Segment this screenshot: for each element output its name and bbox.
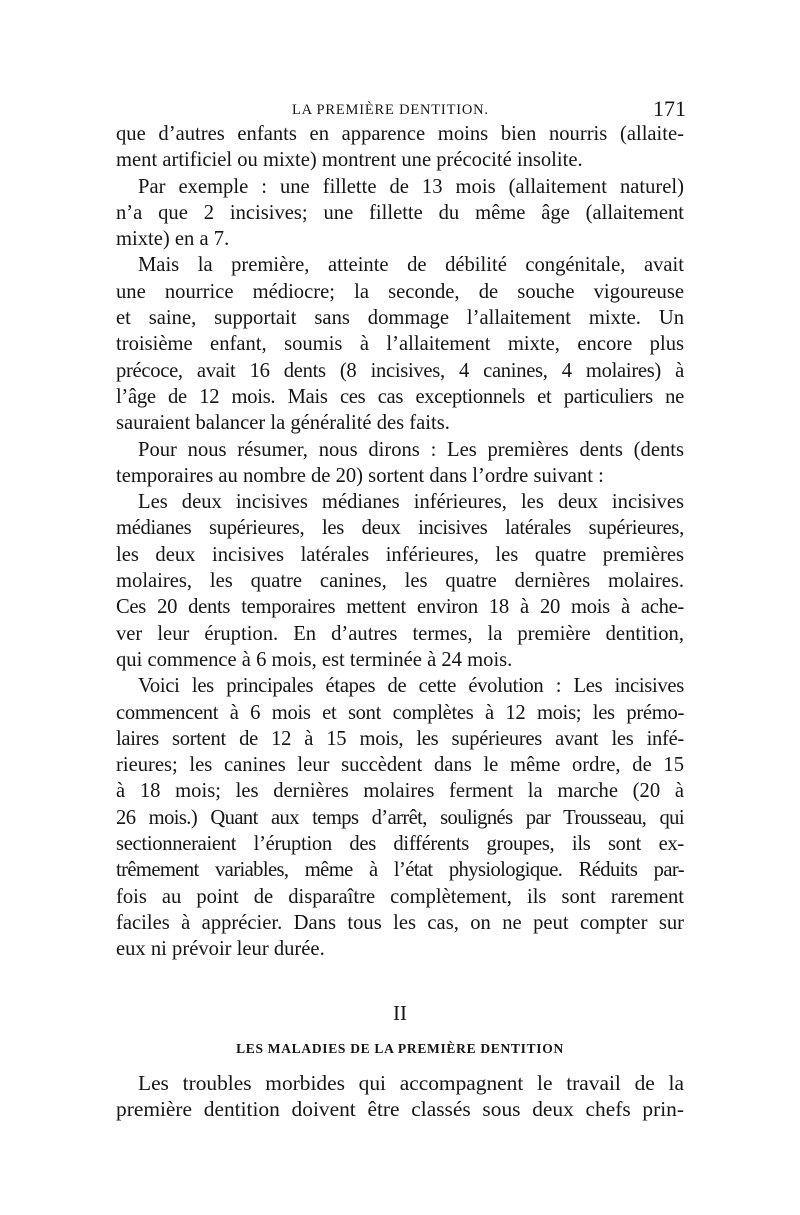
text-line: Par exemple : une fillette de 13 mois (allaitement naturel) bbox=[138, 175, 684, 198]
text-line: Les deux incisives médianes inférieures, les deux incisives bbox=[138, 491, 684, 514]
text-line: les deux incisives latérales inférieures, les quatre premières bbox=[116, 543, 684, 566]
text-line: n’a que 2 incisives; une fillette du même âge (allaitement bbox=[116, 201, 684, 224]
text-line: sauraient balancer la généralité des faits. bbox=[116, 412, 450, 435]
text-line: mixte) en a 7. bbox=[116, 228, 230, 251]
text-line: l’âge de 12 mois. Mais ces cas exceptionnels et particuliers ne bbox=[116, 385, 684, 408]
text-line: Voici les principales étapes de cette évolution : Les incisives bbox=[138, 675, 684, 698]
final-paragraph bbox=[116, 1070, 684, 1123]
text-line: sectionneraient l’éruption des différents groupes, ils sont ex- bbox=[116, 833, 684, 856]
page-number: 171 bbox=[653, 96, 686, 121]
text-line: trêmement variables, même à l’état physiologique. Réduits par- bbox=[116, 859, 684, 882]
text-line: commencent à 6 mois et sont complètes à 12 mois; les prémo- bbox=[116, 701, 684, 724]
text-line: 26 mois.) Quant aux temps d’arrêt, soulignés par Trousseau, qui bbox=[116, 806, 684, 829]
text-line: Ces 20 dents temporaires mettent environ 18 à 20 mois à ache- bbox=[116, 596, 684, 619]
text-line: à 18 mois; les dernières molaires ferment la marche (20 à bbox=[116, 780, 684, 803]
section-number: II bbox=[393, 1001, 407, 1025]
text-line: première dentition doivent être classés sous deux chefs prin- bbox=[116, 1097, 684, 1122]
running-head bbox=[112, 96, 686, 124]
body-text bbox=[116, 121, 684, 963]
text-line: et saine, supportait sans dommage l’allaitement mixte. Un bbox=[116, 307, 684, 330]
text-line: faciles à apprécier. Dans tous les cas, on ne peut compter sur bbox=[116, 911, 684, 934]
text-line: médianes supérieures, les deux incisives latérales supérieures, bbox=[116, 517, 684, 540]
text-line: ment artificiel ou mixte) montrent une précocité insolite. bbox=[116, 149, 583, 172]
text-line: précoce, avait 16 dents (8 incisives, 4 canines, 4 molaires) à bbox=[116, 359, 684, 382]
text-line: Pour nous résumer, nous dirons : Les premières dents (dents bbox=[138, 438, 684, 461]
text-line: ver leur éruption. En d’autres termes, la première dentition, bbox=[116, 622, 684, 645]
text-line: troisième enfant, soumis à l’allaitement mixte, encore plus bbox=[116, 333, 684, 356]
text-line: Mais la première, atteinte de débilité congénitale, avait bbox=[138, 254, 684, 277]
section-title: LES MALADIES DE LA PREMIÈRE DENTITION bbox=[236, 1041, 564, 1056]
text-line: qui commence à 6 mois, est terminée à 24 mois. bbox=[116, 648, 513, 671]
text-line: molaires, les quatre canines, les quatre dernières molaires. bbox=[116, 570, 684, 593]
text-line: Les troubles morbides qui accompagnent le travail de la bbox=[138, 1071, 684, 1095]
text-line: une nourrice médiocre; la seconde, de souche vigoureuse bbox=[116, 280, 684, 303]
text-line: laires sortent de 12 à 15 mois, les supérieures avant les infé- bbox=[116, 727, 684, 750]
running-title: LA PREMIÈRE DENTITION. bbox=[292, 102, 489, 118]
text-line: que d’autres enfants en apparence moins bien nourris (allaite- bbox=[116, 123, 684, 145]
text-line: rieures; les canines leur succèdent dans le même ordre, de 15 bbox=[116, 754, 684, 777]
text-line: fois au point de disparaître complètement, ils sont rarement bbox=[116, 885, 684, 908]
text-line: temporaires au nombre de 20) sortent dans l’ordre suivant : bbox=[116, 464, 604, 487]
text-line: eux ni prévoir leur durée. bbox=[116, 938, 325, 961]
